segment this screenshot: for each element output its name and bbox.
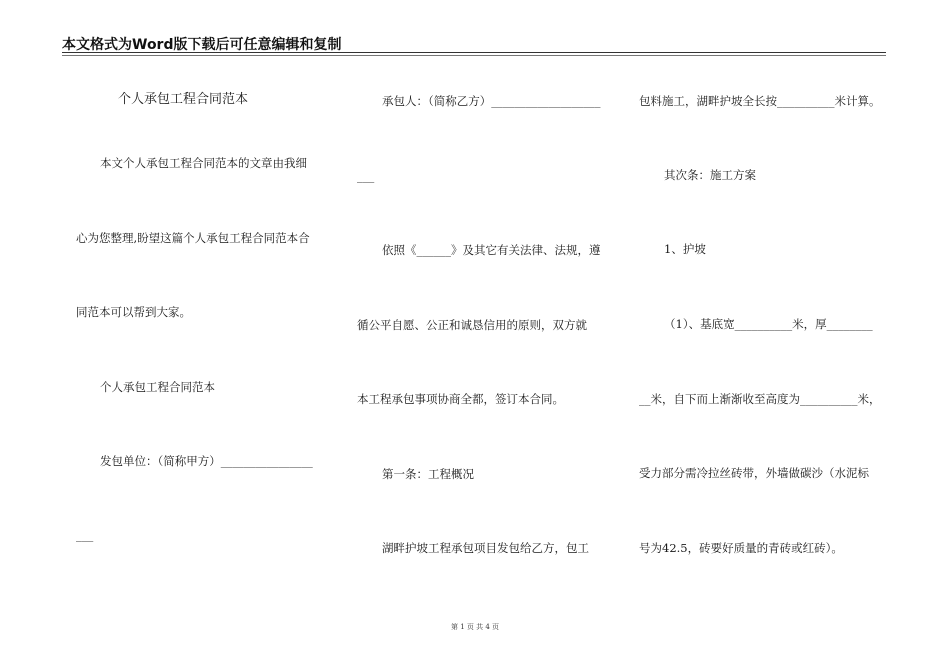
section-heading: 第一条：工程概况: [382, 467, 474, 481]
paragraph-line: 湖畔护坡工程承包项目发包给乙方，包工: [382, 541, 589, 555]
paragraph-line: ___: [357, 169, 375, 183]
header-divider: [62, 52, 886, 53]
paragraph-line: ___: [76, 528, 94, 542]
paragraph-line: 号为42.5，砖要好质量的青砖或红砖）。: [639, 541, 843, 555]
paragraph-line: 循公平自愿、公正和诚恳信用的原则，双方就: [357, 318, 587, 332]
header-divider-thin: [62, 55, 886, 56]
paragraph-line: __米，自下而上渐渐收至高度为__________米，: [639, 392, 881, 406]
section-heading: 其次条：施工方案: [664, 168, 756, 182]
paragraph-line: 受力部分需冷拉丝砖带，外墙做碳沙（水泥标: [639, 466, 869, 480]
header-title: 本文格式为Word版下载后可任意编辑和复制: [62, 37, 342, 53]
subsection-heading: 1、护坡: [664, 242, 706, 256]
paragraph-line: 发包单位：（简称甲方）________________: [100, 454, 313, 468]
paragraph-line: 依照《______》及其它有关法律、法规，遵: [382, 243, 601, 257]
paragraph-line: 本文个人承包工程合同范本的文章由我细: [100, 156, 307, 170]
paragraph-line: （1）、基底宽__________米，厚________: [664, 317, 873, 331]
document-title: 个人承包工程合同范本: [118, 92, 249, 107]
paragraph-line: 本工程承包事项协商全都，签订本合同。: [357, 392, 564, 406]
section-heading: 个人承包工程合同范本: [100, 380, 215, 394]
paragraph-line: 包料施工，湖畔护坡全长按__________米计算。: [639, 94, 881, 108]
paragraph-line: 承包人：（简称乙方）___________________: [382, 94, 601, 108]
paragraph-line: 同范本可以帮到大家。: [76, 305, 191, 319]
paragraph-line: 心为您整理,盼望这篇个人承包工程合同范本合: [76, 231, 310, 245]
page-number: 第 1 页 共 4 页: [450, 623, 500, 631]
